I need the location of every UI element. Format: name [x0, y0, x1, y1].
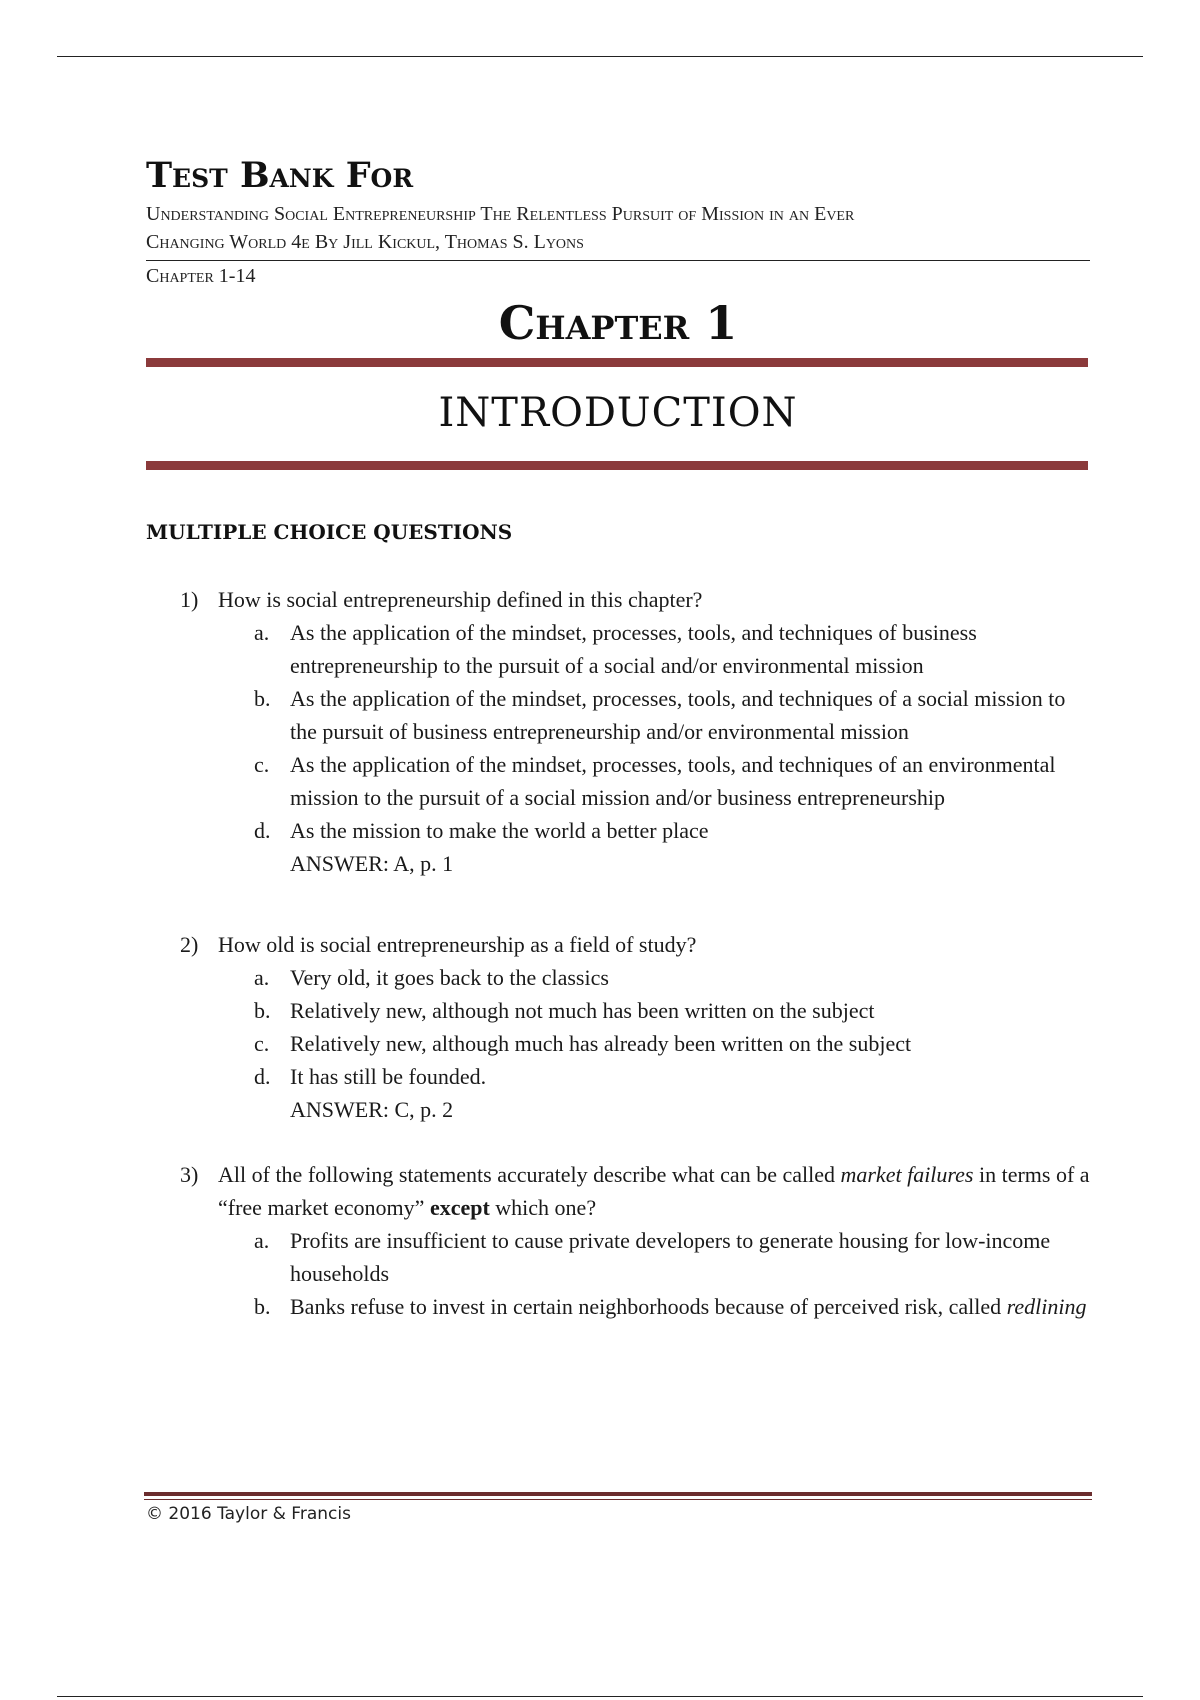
chapter-title: Chapter 1 [498, 296, 738, 350]
option-text: As the application of the mindset, processes, tools, and techniques of business entrepreneurship to the pursuit of a social and/or environmental mission [290, 620, 977, 678]
question-number: 1) [180, 587, 199, 612]
option-b [218, 682, 1090, 748]
chapter-range: Chapter 1-14 [146, 265, 256, 287]
option-b [218, 1290, 1090, 1323]
option-d [218, 1060, 1090, 1093]
book-title-line-1: Understanding Social Entrepreneurship The Relentless Pursuit of Mission in an Ever [146, 203, 855, 225]
chapter-divider-bottom [146, 461, 1088, 470]
option-letter: c. [254, 752, 270, 777]
answer-key: ANSWER: A, p. 1 [290, 851, 454, 876]
option-letter: a. [254, 1228, 270, 1253]
option-text: As the application of the mindset, processes, tools, and techniques of an environmental mission to the pursuit of a social mission and/or business entrepreneurship [290, 752, 1056, 810]
test-bank-title: Test Bank For [146, 155, 414, 196]
footer-divider-thick [144, 1492, 1092, 1496]
chapter-subtitle: INTRODUCTION [438, 390, 798, 436]
option-text-italic: redlining [1006, 1294, 1087, 1319]
question-number: 2) [180, 932, 199, 957]
option-c [218, 748, 1090, 814]
footer-divider-thin [144, 1499, 1092, 1500]
question-1 [146, 583, 1090, 880]
page-bottom-rule [57, 1696, 1143, 1697]
question-text-part: in terms of a “free market economy” [218, 1162, 1090, 1220]
question-text: How is social entrepreneurship defined in this chapter? [218, 587, 703, 612]
option-list [218, 1224, 1090, 1323]
option-a [218, 1224, 1090, 1290]
answer-key: ANSWER: C, p. 2 [290, 1097, 454, 1122]
question-text-part: which one? [489, 1195, 597, 1220]
option-letter: d. [254, 1064, 271, 1089]
option-text: Relatively new, although much has already been written on the subject [290, 1031, 912, 1056]
section-heading: MULTIPLE CHOICE QUESTIONS [146, 520, 513, 544]
question-number: 3) [180, 1162, 199, 1187]
question-text-italic: market failures [840, 1162, 974, 1187]
option-list [218, 961, 1090, 1093]
option-a [218, 616, 1090, 682]
option-letter: c. [254, 1031, 270, 1056]
option-text: It has still be founded. [290, 1064, 487, 1089]
option-text [290, 1294, 1086, 1319]
book-title [146, 200, 1090, 256]
question-text-part: All of the following statements accurately describe what can be called [218, 1162, 841, 1187]
question-list [146, 583, 1090, 1323]
option-text: As the mission to make the world a better place [290, 818, 709, 843]
question-3 [146, 1158, 1090, 1323]
option-text: Very old, it goes back to the classics [290, 965, 609, 990]
option-letter: a. [254, 965, 270, 990]
option-c [218, 1027, 1090, 1060]
question-text [218, 1158, 1090, 1224]
option-letter: b. [254, 998, 271, 1023]
copyright-notice: © 2016 Taylor & Francis [146, 1504, 351, 1524]
option-list [218, 616, 1090, 847]
option-a [218, 961, 1090, 994]
option-letter: b. [254, 686, 271, 711]
option-letter: d. [254, 818, 271, 843]
page-top-rule [57, 56, 1143, 57]
chapter-divider-top [146, 358, 1088, 367]
option-text-part: Banks refuse to invest in certain neighborhoods because of perceived risk, called [290, 1294, 1007, 1319]
header-divider [146, 260, 1090, 261]
question-text: How old is social entrepreneurship as a field of study? [218, 932, 697, 957]
option-text: Profits are insufficient to cause private developers to generate housing for low-income households [290, 1228, 1051, 1286]
option-text: As the application of the mindset, processes, tools, and techniques of a social mission to the pursuit of business entrepreneurship and/or environmental mission [290, 686, 1066, 744]
option-d [218, 814, 1090, 847]
option-letter: a. [254, 620, 270, 645]
book-title-line-2: Changing World 4e By Jill Kickul, Thomas S. Lyons [146, 231, 584, 253]
option-letter: b. [254, 1294, 271, 1319]
document-header [146, 156, 1090, 290]
question-text-bold: except [429, 1195, 490, 1220]
question-2 [146, 928, 1090, 1126]
option-b [218, 994, 1090, 1027]
option-text: Relatively new, although not much has been written on the subject [290, 998, 875, 1023]
